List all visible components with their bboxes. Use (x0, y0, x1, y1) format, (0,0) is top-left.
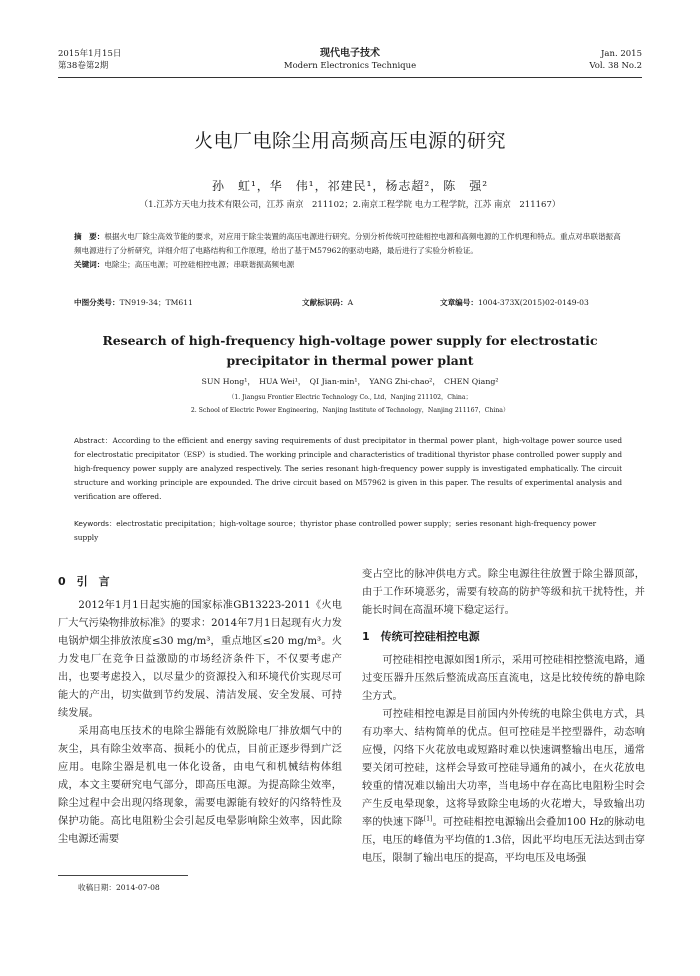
affiliation-en-1: （1. Jiangsu Frontier Electric Technology Co., Ltd，Nanjing 211102，China； (228, 394, 472, 401)
running-header (58, 48, 642, 78)
abstract-en-text: According to the efficient and energy saving requirements of dust precipitator in thermal power plant，high-voltage power source used for electrostatic precipitator（ESP）is studied. The working principle and characteristics of traditional thyristor phase controlled power supply and high-frequency power supply are analyzed respectively. The series resonant high-frequency power supply is investigated emphatically. The circuit structure and working principle are expounded. The drive circuit based on M57962 is given in this paper. The results of experimental analysis and verification are offered. (74, 436, 622, 501)
journal-name-en: Modern Electronics Technique (283, 61, 417, 71)
affiliations-en (0, 391, 700, 417)
document-code (302, 297, 353, 308)
footnote-divider (58, 875, 188, 876)
header-journal (58, 48, 642, 72)
affiliation-en-2: 2. School of Electric Power Engineering，Nanjing Institute of Technology，Nanjing 211167，China） (190, 407, 510, 414)
section-1-paragraph-2b: 。可控硅相控电源输出会叠加100 Hz的脉动电压，电压的峰值为平均值的1.3倍，因此平均电压无法达到击穿电压，限制了输出电压的提高，平均电压及电场强 (362, 817, 645, 864)
doc-value: A (347, 298, 354, 307)
authors-en: SUN Hong¹， HUA Wei¹， QI Jian-min¹， YANG Zhi-chao²， CHEN Qiang² (201, 377, 499, 386)
section-0-continuation: 变占空比的脉冲供电方式。除尘电源往往放置于除尘器顶部，由于工作环境恶劣，需要有较高的防护等级和抗干扰特性，并能长时间在高温环境下稳定运行。 (362, 569, 645, 616)
header-volume-en: Vol. 38 No.2 (589, 61, 642, 71)
keywords-cn-label: 关键词： (74, 260, 105, 269)
art-label: 文章编号： (440, 298, 478, 307)
header-volume-cn: 第38卷第2期 (58, 61, 109, 71)
abstract-cn-body (74, 230, 622, 258)
right-column (362, 566, 645, 868)
keywords-en-label: Keywords： (74, 519, 117, 528)
art-value: 1004-373X(2015)02-0149-03 (477, 298, 589, 307)
keywords-en (74, 517, 622, 545)
header-date-en: Jan. 2015 (601, 49, 642, 59)
clc-label: 中图分类号： (74, 298, 120, 307)
section-0-heading: 0 引 言 (58, 575, 110, 588)
citation-1: [1] (423, 815, 433, 823)
affiliations-cn: （1.江苏方天电力技术有限公司，江苏 南京 211102；2.南京工程学院 电力工程学院，江苏 南京 211167） (139, 200, 561, 210)
doc-label: 文献标识码： (302, 298, 348, 307)
authors-cn: 孙 虹¹，华 伟¹，祁建民¹，杨志超²，陈 强² (211, 179, 489, 193)
clc-value: TN919-34；TM611 (119, 298, 193, 307)
received-date-footnote: 收稿日期：2014-07-08 (78, 883, 160, 892)
section-1-paragraph-2a: 可控硅相控电源是目前国内外传统的电除尘供电方式，具有功率大、结构简单的优点。但可控硅是半控型器件，动态响应慢，闪络下火花放电或短路时难以快速调整输出电压，通常要关闭可控硅，这样会导致可控硅导通角的减小，在火花放电较重的情况难以输出大功率，当电场中存在高比电阻粉尘时会产生反电晕现象，这将导致除尘电场的火花增大，导致输出功率的快速下降 (362, 709, 645, 828)
abstract-cn-text: 根据火电厂除尘高效节能的要求，对应用于除尘装置的高压电源进行研究。分别分析传统可控硅相控电源和高频电源的工作机理和特点。重点对串联谐振高频电源进行了分析研究，详细介绍了电路结构和工作原理，给出了基于M57962的驱动电路，最后进行了实验分析验证。 (74, 232, 621, 255)
section-0-paragraph-2: 采用高电压技术的电除尘器能有效脱除电厂排放烟气中的灰尘，具有除尘效率高、损耗小的优点，目前正逐步得到广泛应用。电除尘器是机电一体化设备，由电气和机械结构体组成，本文主要研究电气部分，即高压电源。为提高除尘效率，除尘过程中会出现闪络现象，需要电源能有较好的闪络特性及保护功能。高比电阻粉尘会引起反电晕影响除尘效率，因此除尘电源还需要 (58, 726, 342, 845)
abstract-en-label: Abstract： (74, 436, 113, 445)
header-right (589, 48, 642, 72)
keywords-cn (74, 258, 622, 272)
keywords-cn-text: 电除尘；高压电源；可控硅相控电源；串联谐振高频电源 (104, 260, 295, 269)
paper-title-en: Research of high-frequency high-voltage power supply for electrostatic precipitator in thermal power plant (102, 333, 598, 368)
abstract-cn (74, 230, 622, 272)
abstract-cn-label: 摘 要： (74, 232, 105, 241)
classification-row (74, 297, 622, 311)
keywords-en-text: electrostatic precipitation；high-voltage source；thyristor phase controlled power supply；series resonant high-frequency power supply (74, 519, 597, 542)
article-number (440, 297, 589, 308)
journal-name-cn: 现代电子技术 (320, 48, 380, 59)
section-1-paragraph-2 (362, 706, 645, 868)
header-date-cn: 2015年1月15日 (58, 49, 122, 59)
section-1-paragraph-1: 可控硅相控电源如图1所示，采用可控硅相控整流电路，通过变压器升压然后整流成高压直流电，这是比较传统的静电除尘方式。 (362, 655, 645, 702)
section-1-heading: 1 传统可控硅相控电源 (362, 630, 480, 643)
clc-number (74, 297, 193, 308)
left-column (58, 573, 342, 849)
paper-title-cn: 火电厂电除尘用高频高压电源的研究 (193, 130, 506, 152)
abstract-en (74, 434, 622, 504)
section-0-paragraph-1: 2012年1月1日起实施的国家标准GB13223-2011《火电厂大气污染物排放标准》的要求：2014年7月1日起现有火力发电锅炉烟尘排放浓度≤30 mg/m³，重点地区≤20 mg/m³。火力发电厂在竞争日益激励的市场经济条件下，不仅要考虑产出，也要考虑投入，以尽量少的资源投入和环境代价实现尽可能大的产出，切实做到节约发展、清洁发展、安全发展、可持续发展。 (58, 600, 342, 719)
